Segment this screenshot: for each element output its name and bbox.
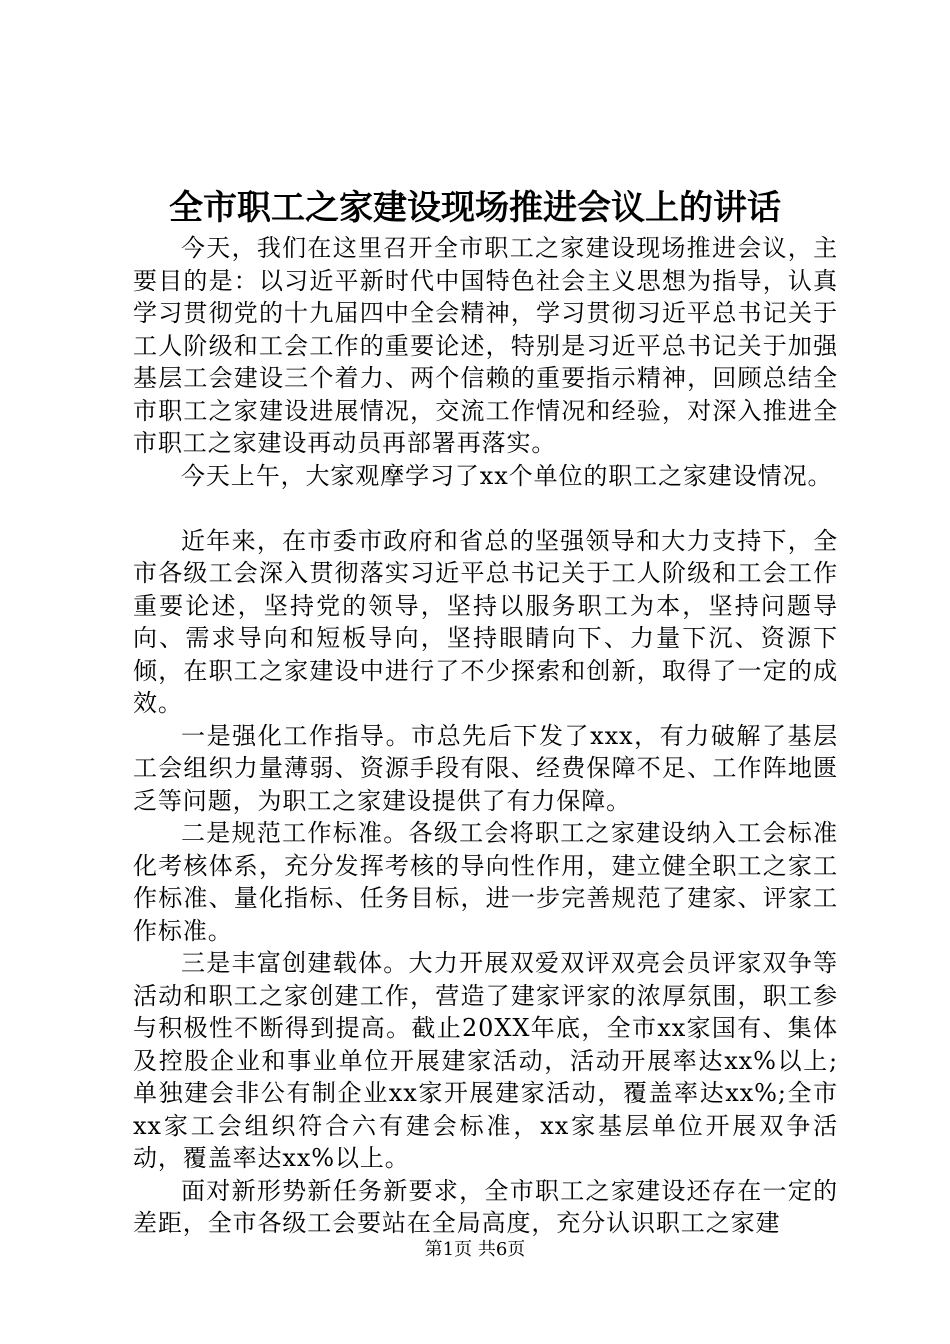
- document-body: [133, 232, 838, 1240]
- paragraph-morning-visit: 今天上午，大家观摩学习了xx个单位的职工之家建设情况。: [181, 461, 833, 490]
- paragraph-recent-years: 近年来，在市委市政府和省总的坚强领导和大力支持下，全市各级工会深入贯彻落实习近平总书记关于工人阶级和工会工作重要论述，坚持党的领导，坚持以服务职工为本，坚持问题导向、需求导向和短板导向，坚持眼睛向下、力量下沉、资源下倾，在职工之家建设中进行了不少探索和创新，取得了一定的成效。: [133, 526, 838, 717]
- document-title: 全市职工之家建设现场推进会议上的讲话: [169, 188, 781, 228]
- paragraph-challenges: 面对新形势新任务新要求，全市职工之家建设还存在一定的差距，全市各级工会要站在全局高度，充分认识职工之家建: [133, 1176, 838, 1237]
- page-number: 第1页 共6页: [424, 1239, 526, 1260]
- paragraph-point-one: 一是强化工作指导。市总先后下发了xxx，有力破解了基层工会组织力量薄弱、资源手段有限、经费保障不足、工作阵地匮乏等问题，为职工之家建设提供了有力保障。: [133, 721, 838, 815]
- paragraph-intro: 今天，我们在这里召开全市职工之家建设现场推进会议，主要目的是：以习近平新时代中国特色社会主义思想为指导，认真学习贯彻党的十九届四中全会精神，学习贯彻习近平总书记关于工人阶级和工会工作的重要论述，特别是习近平总书记关于加强基层工会建设三个着力、两个信赖的重要指示精神，回顾总结全市职工之家建设进展情况，交流工作情况和经验，对深入推进全市职工之家建设再动员再部署再落实。: [133, 234, 838, 457]
- paragraph-spacer: [133, 492, 838, 525]
- paragraph-point-three: 三是丰富创建载体。大力开展双爱双评双亮会员评家双争等活动和职工之家创建工作，营造了建家评家的浓厚氛围，职工参与积极性不断得到提高。截止20XX年底，全市xx家国有、集体及控股企业和事业单位开展建家活动，活动开展率达xx%以上;单独建会非公有制企业xx家开展建家活动，覆盖率达xx%;全市xx家工会组织符合六有建会标准，xx家基层单位开展双争活动，覆盖率达xx%以上。: [133, 949, 838, 1172]
- paragraph-point-two: 二是规范工作标准。各级工会将职工之家建设纳入工会标准化考核体系，充分发挥考核的导向性作用，建立健全职工之家工作标准、量化指标、任务目标，进一步完善规范了建家、评家工作标准。: [133, 819, 838, 945]
